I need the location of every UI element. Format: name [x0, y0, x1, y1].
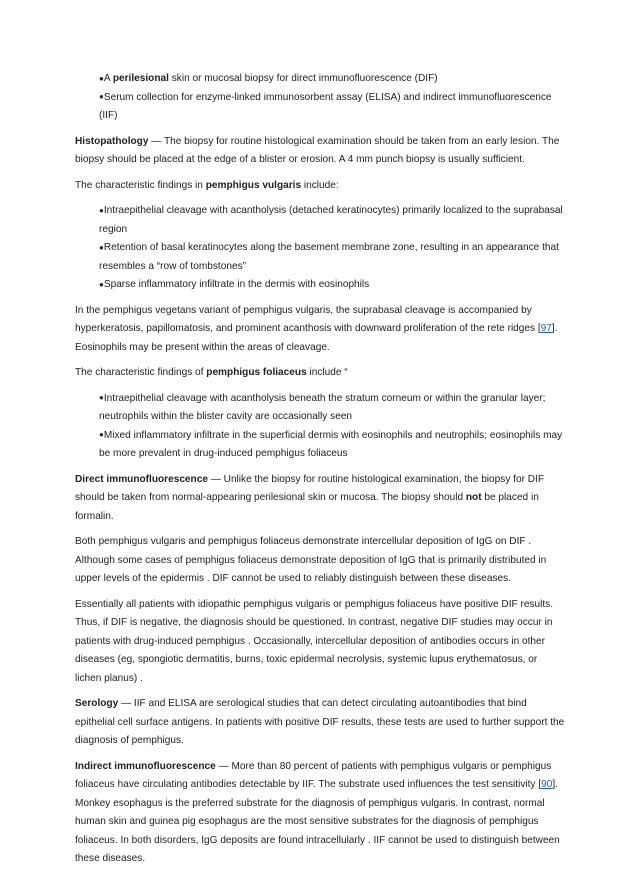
pv-findings-list [99, 202, 565, 295]
pf-intro: The characteristic findings of pemphigus foliaceus include “ [75, 367, 348, 378]
pv-intro: The characteristic findings in pemphigus vulgaris include: [75, 179, 339, 191]
list-item: ● Serum collection for enzyme-linked immunosorbent assay (ELISA) and indirect immunofluorescence (IIF) [99, 89, 565, 126]
dif-paragraph: Direct immunofluorescence — Unlike the biopsy for routine histological examination, the biopsy for DIF should be taken from normal-appearing perilesional skin or mucosa. The biopsy should not be placed in formalin. [75, 473, 545, 522]
serology-paragraph: Serology — IIF and ELISA are serological studies that can detect circulating autoantibodies that bind epithelial cell surface antigens. In patients with positive DIF results, these tests are used to further support the diagnosis of pemphigus. [75, 698, 565, 746]
reference-link[interactable]: 97 [540, 323, 552, 334]
list-item: ● A perilesional skin or mucosal biopsy for direct immunofluorescence (DIF) [99, 70, 565, 89]
essentially-paragraph: Essentially all patients with idiopathic pemphigus vulgaris or pemphigus foliaceus have positive DIF results. Thus, if DIF is negative, the diagnosis should be questioned. In contrast, negative DIF studies may occur in patients with drug-induced pemphigus . Occasionally, intercellular deposition of antibodies occurs in other diseases (eg, spongiotic dermatitis, burns, toxic epidermal necrolysis, systemic lupus erythematosus, or lichen planus) . [75, 598, 554, 684]
histopathology-paragraph: Histopathology — The biopsy for routine histological examination should be taken from an early lesion. The biopsy should be placed at the edge of a blister or erosion. A 4 mm punch biopsy is usually sufficient. [75, 135, 560, 165]
section-heading: Histopathology [75, 135, 149, 147]
list-item: ● Mixed inflammatory infiltrate in the superficial dermis with eosinophils and neutrophils; eosinophils may be more prevalent in drug-induced pemphigus foliaceus [99, 427, 565, 464]
section-heading: Indirect immunofluorescence [75, 760, 216, 772]
pf-findings-list [99, 390, 565, 464]
section-heading: Serology [75, 698, 119, 709]
biopsy-list [99, 70, 565, 126]
reference-link[interactable]: 90 [541, 779, 553, 790]
list-item: ● Intraepithelial cleavage with acantholysis beneath the stratum corneum or within the granular layer; neutrophils within the blister cavity are occasionally seen [99, 390, 565, 427]
both-paragraph: Both pemphigus vulgaris and pemphigus foliaceus demonstrate intercellular deposition of IgG on DIF . Although some cases of pemphigus foliaceus demonstrate deposition of IgG that is primarily distributed in upper levels of the epidermis . DIF cannot be used to reliably distinguish between these diseases. [75, 536, 547, 584]
section-heading: Direct immunofluorescence [75, 473, 208, 485]
document-page [75, 70, 565, 869]
list-item: ● Retention of basal keratinocytes along the basement membrane zone, resulting in an appearance that resembles a “row of tombstones” [99, 239, 565, 276]
iif-paragraph: Indirect immunofluorescence — More than 80 percent of patients with pemphigus vulgaris or pemphigus foliaceus have circulating antibodies detectable by IIF. The substrate used influences the test sensitivity [90]. Monkey esophagus is the preferred substrate for the diagnosis of pemphigus vulgaris. In contrast, normal human skin and guinea pig esophagus are the most sensitive substrates for the diagnosis of pemphigus foliaceus. In both disorders, IgG deposits are found intracellularly . IIF cannot be used to distinguish between these diseases. [75, 760, 560, 864]
list-item: ● Sparse inflammatory infiltrate in the dermis with eosinophils [99, 276, 565, 295]
list-item: ● Intraepithelial cleavage with acantholysis (detached keratinocytes) primarily localized to the suprabasal region [99, 202, 565, 239]
vegetans-paragraph: In the pemphigus vegetans variant of pemphigus vulgaris, the suprabasal cleavage is accompanied by hyperkeratosis, papillomatosis, and prominent acanthosis with downward proliferation of the rete ridges [97]. Eosinophils may be present within the areas of cleavage. [75, 304, 558, 353]
